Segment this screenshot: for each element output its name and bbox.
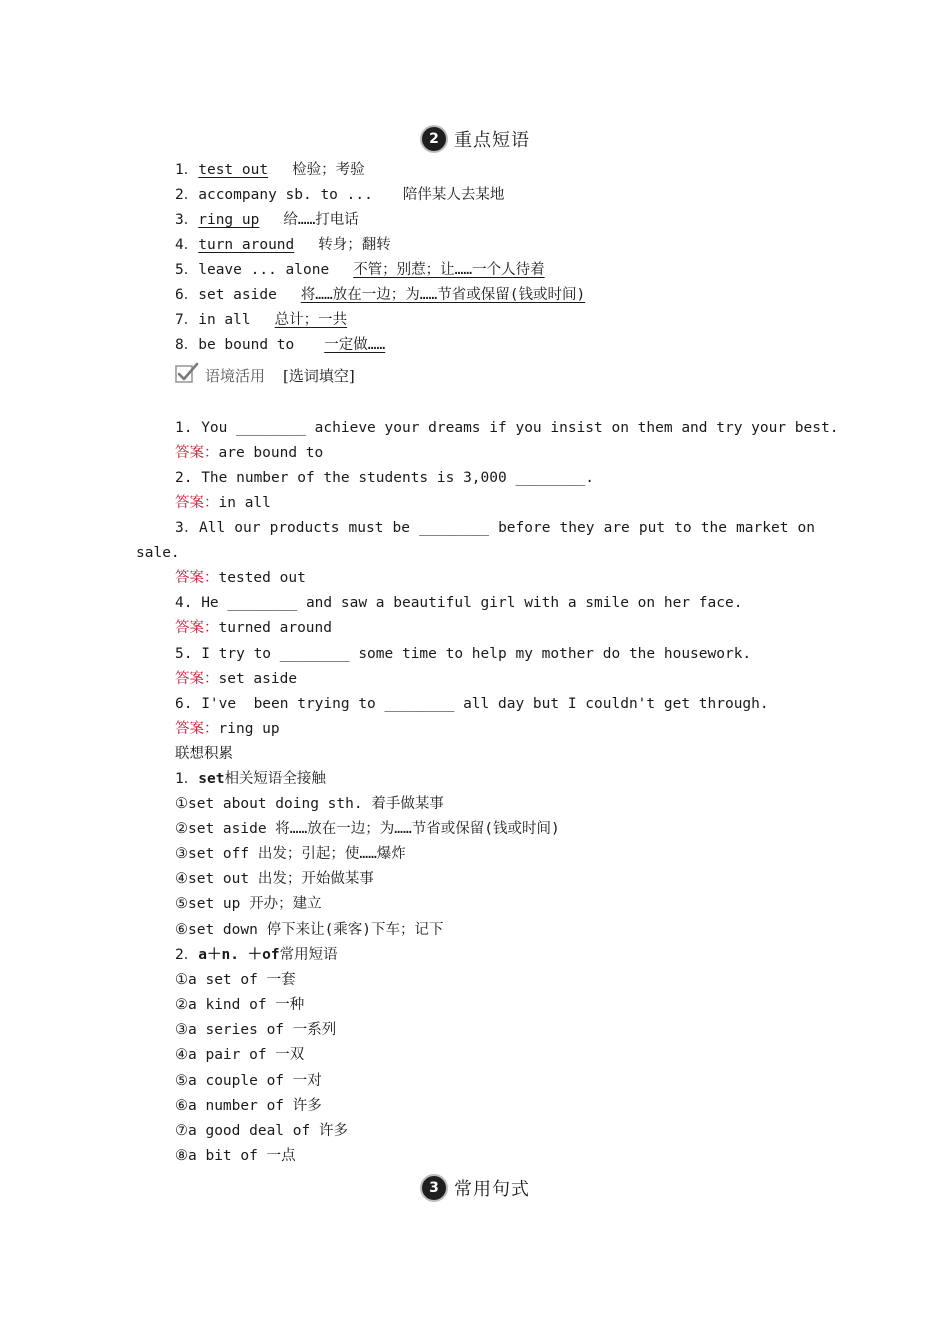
association-item: ⑥set down 停下来让(乘客)下车；记下 [175,922,444,938]
phrase-en: leave ... alone [198,262,330,278]
exercise-question: 5. I try to ________ some time to help my mother do the housework. [175,646,752,662]
answer-label: 答案： [175,570,219,586]
association-item: ⑤a couple of 一对 [175,1073,322,1089]
association-item: ①a set of 一套 [175,972,296,988]
phrase-en: ring up [198,212,260,228]
phrase-en: turn around [198,237,295,253]
exercise-question: 4. He ________ and saw a beautiful girl with a smile on her face. [175,595,743,611]
exercise-question: 3．All our products must be ________ before they are put to the market on [175,520,815,536]
section-number-badge: 2 [420,125,448,153]
phrase-cn: 总计；一共 [274,312,348,328]
section-title: 重点短语 [454,130,530,151]
association-item: ⑧a bit of 一点 [175,1148,296,1164]
phrase-en: set aside [198,287,277,303]
phrase-cn: 陪伴某人去某地 [402,187,505,203]
association-group-heading: 1．set相关短语全接触 [175,771,326,787]
association-item: ⑤set up 开办；建立 [175,896,322,912]
association-item: ①set about doing sth. 着手做某事 [175,796,444,812]
phrase-item: 2．accompany sb. to ... 陪伴某人去某地 [175,187,505,203]
answer-label: 答案： [175,495,219,511]
association-item: ⑥a number of 许多 [175,1098,322,1114]
section-number-badge: 3 [420,1174,448,1202]
answer-label: 答案： [175,620,219,636]
exercise-instruction: [选词填空] [283,366,355,385]
context-usage-header [175,361,355,389]
association-item: ②a kind of 一种 [175,997,305,1013]
association-item: ③a series of 一系列 [175,1022,337,1038]
checkmark-icon [175,362,199,388]
phrase-en: test out [198,162,269,178]
answer-label: 答案： [175,671,219,687]
association-item: ⑦a good deal of 许多 [175,1123,348,1139]
association-item: ③set off 出发；引起；使……爆炸 [175,846,406,862]
answer-label: 答案： [175,445,219,461]
exercise-answer: 答案：are bound to [175,445,324,461]
phrase-cn: 给……打电话 [283,212,359,228]
exercise-question: 6. I've been trying to ________ all day but I couldn't get through. [175,696,769,712]
phrase-item: 5．leave ... alone 不管；别惹；让……一个人待着 [175,262,545,278]
phrase-en: in all [198,312,251,328]
phrase-cn: 检验；考验 [292,162,365,178]
exercise-answer: 答案：turned around [175,620,332,636]
phrase-en: be bound to [198,337,295,353]
phrase-item: 8．be bound to 一定做…… [175,337,386,353]
association-group-heading: 2．a＋n. ＋of常用短语 [175,947,338,963]
phrase-cn: 将……放在一边；为……节省或保留(钱或时间) [300,287,586,303]
phrase-cn: 一定做…… [324,337,386,353]
exercise-question-continued: sale. [136,545,180,561]
exercise-answer: 答案：ring up [175,721,280,737]
phrase-en: accompany sb. to ... [198,187,373,203]
exercise-question: 2. The number of the students is 3,000 ________. [175,470,595,486]
phrase-cn: 不管；别惹；让……一个人待着 [353,262,545,278]
phrase-item: 1．test out 检验；考验 [175,162,365,178]
exercise-answer: 答案：set aside [175,671,298,687]
association-item: ②set aside 将……放在一边；为……节省或保留(钱或时间) [175,821,560,837]
phrase-item: 4．turn around 转身；翻转 [175,237,391,253]
answer-label: 答案： [175,721,219,737]
phrase-item: 3．ring up 给……打电话 [175,212,359,228]
phrase-cn: 转身；翻转 [318,237,391,253]
phrase-item: 7．in all 总计；一共 [175,312,348,328]
phrase-item: 6．set aside 将……放在一边；为……节省或保留(钱或时间) [175,287,586,303]
section-heading-common-sentences [0,1173,950,1203]
exercise-answer: 答案：tested out [175,570,306,586]
context-tag: 语境活用 [205,366,266,385]
association-item: ④a pair of 一双 [175,1047,305,1063]
exercise-answer: 答案：in all [175,495,271,511]
section-heading-key-phrases [0,124,950,154]
section-title: 常用句式 [454,1179,530,1200]
exercise-question: 1. You ________ achieve your dreams if you insist on them and try your best. [175,420,839,436]
association-item: ④set out 出发；开始做某事 [175,871,374,887]
association-title: 联想积累 [175,746,233,762]
